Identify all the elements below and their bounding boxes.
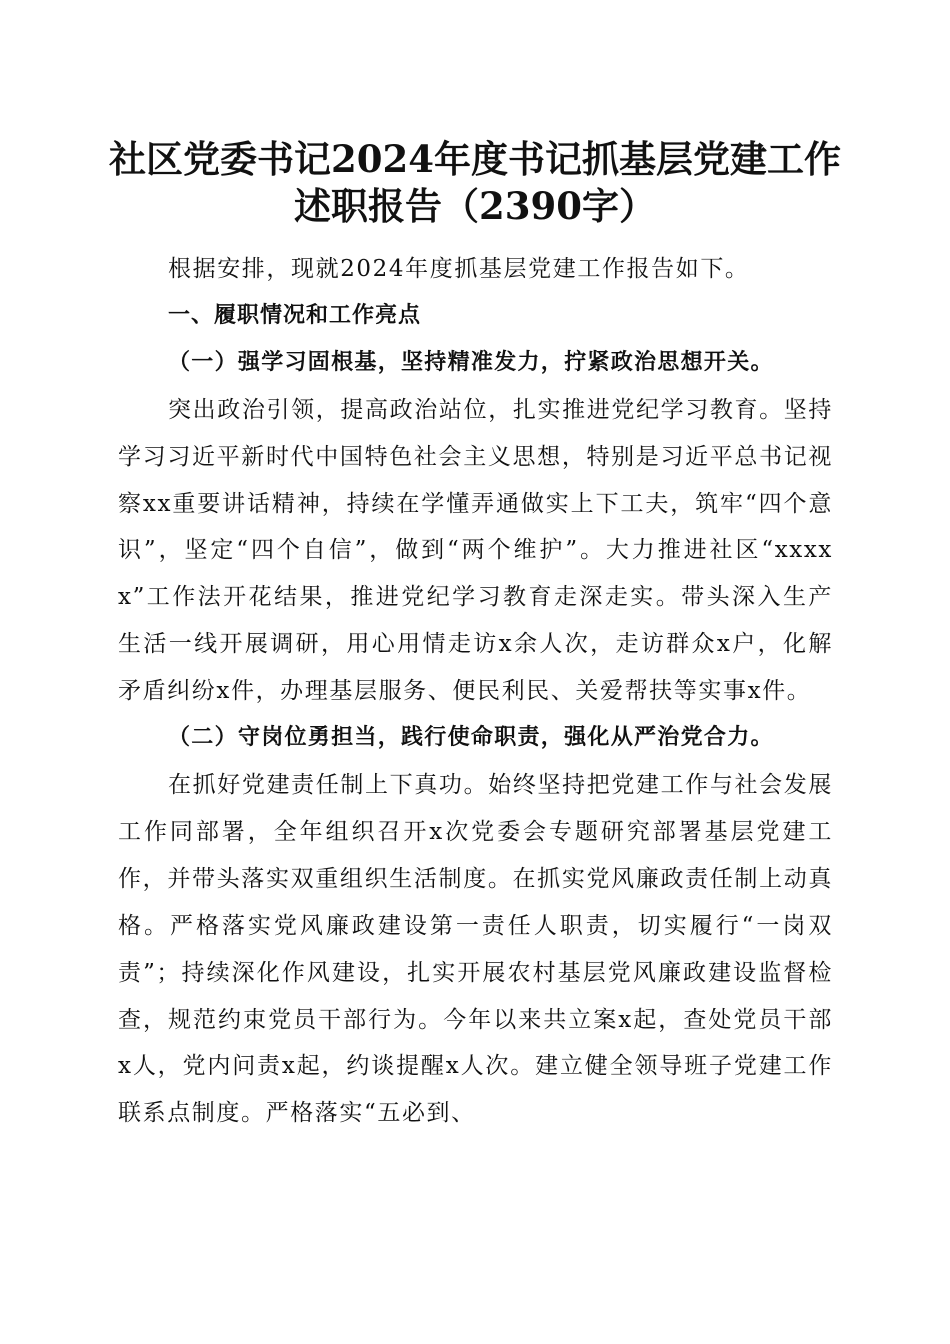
document-body bbox=[118, 246, 833, 1137]
subsection-heading-1: （一）强学习固根基，坚持精准发力，拧紧政治思想开关。 bbox=[168, 349, 774, 375]
subsection-heading-2: （二）守岗位勇担当，践行使命职责，强化从严治党合力。 bbox=[168, 725, 774, 751]
section-heading: 一、履职情况和工作亮点 bbox=[168, 302, 422, 328]
document-title-line-1: 社区党委书记2024年度书记抓基层党建工作 bbox=[109, 137, 841, 181]
body-paragraph-2: 在抓好党建责任制上下真功。始终坚持把党建工作与社会发展工作同部署，全年组织召开x次党委会专题研究部署基层党建工作，并带头落实双重组织生活制度。在抓实党风廉政责任制上动真格。严格落实党风廉政建设第一责任人职责，切实履行“一岗双责”；持续深化作风建设，扎实开展农村基层党风廉政建设监督检查，规范约束党员干部行为。今年以来共立案x起，查处党员干部x人，党内问责x起，约谈提醒x人次。建立健全领导班子党建工作联系点制度。严格落实“五必到、 bbox=[118, 771, 833, 1127]
body-paragraph-1: 突出政治引领，提高政治站位，扎实推进党纪学习教育。坚持学习习近平新时代中国特色社会主义思想，特别是习近平总书记视察xx重要讲话精神，持续在学懂弄通做实上下工夫，筑牢“四个意识”，坚定“四个自信”，做到“两个维护”。大力推进社区“xxxxx”工作法开花结果，推进党纪学习教育走深走实。带头深入生产生活一线开展调研，用心用情走访x余人次，走访群众x户，化解矛盾纠纷x件，办理基层服务、便民利民、关爱帮扶等实事x件。 bbox=[118, 396, 833, 705]
document-title-line-2: 述职报告（2390字） bbox=[294, 184, 656, 228]
intro-paragraph: 根据安排，现就2024年度抓基层党建工作报告如下。 bbox=[168, 256, 750, 282]
